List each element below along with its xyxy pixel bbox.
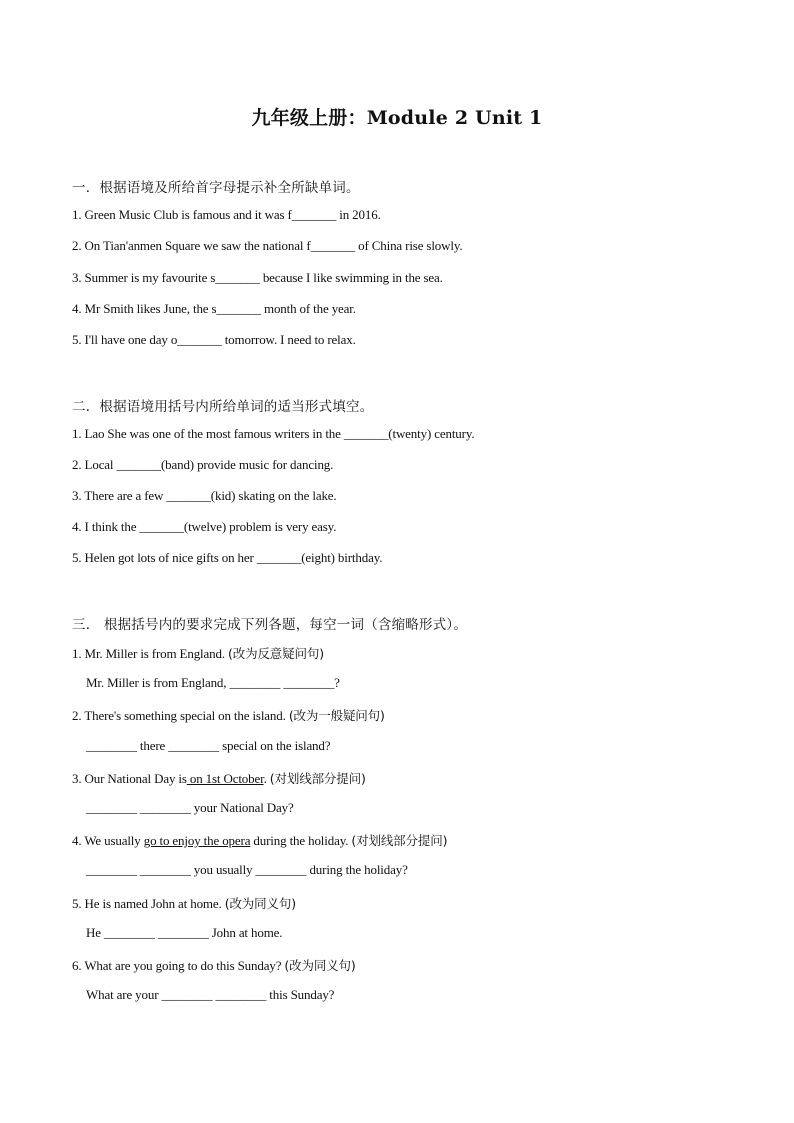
page-title: 九年级上册：Module 2 Unit 1 <box>251 107 543 129</box>
question-instruction: (改为一般疑问句) <box>288 708 385 723</box>
question-text: 4. We usually <box>72 833 144 848</box>
question-instruction: (改为同义句) <box>284 958 356 973</box>
underlined-phrase: on 1st October <box>186 771 264 786</box>
section-2-item-1: 1. Lao She was one of the most famous writers in the _______(twenty) century. <box>72 426 475 441</box>
underlined-phrase: go to enjoy the opera <box>143 833 251 848</box>
question-instruction: (对划线部分提问) <box>269 771 366 786</box>
section-1-item-2: 2. On Tian'anmen Square we saw the national f_______ of China rise slowly. <box>72 238 463 253</box>
question-instruction: (改为同义句) <box>224 896 296 911</box>
section-3-question-4 <box>72 831 447 849</box>
section-3-answer-3: ________ ________ your National Day? <box>86 800 294 815</box>
question-text: 2. There's something special on the island. <box>72 708 289 723</box>
question-text: 6. What are you going to do this Sunday? <box>72 958 285 973</box>
section-3-question-5 <box>72 894 296 912</box>
section-2-heading: 二．根据语境用括号内所给单词的适当形式填空。 <box>72 399 374 415</box>
section-1-item-1: 1. Green Music Club is famous and it was f_______ in 2016. <box>72 207 381 222</box>
question-text-end: . <box>263 771 270 786</box>
question-text: 1. Mr. Miller is from England. <box>72 646 229 661</box>
question-text-end: during the holiday. <box>250 833 352 848</box>
question-text: 5. He is named John at home. <box>72 896 225 911</box>
section-3-answer-5: He ________ ________ John at home. <box>86 925 283 940</box>
section-2-item-3: 3. There are a few _______(kid) skating on the lake. <box>72 488 337 503</box>
section-1-item-4: 4. Mr Smith likes June, the s_______ month of the year. <box>72 301 356 316</box>
section-1-item-3: 3. Summer is my favourite s_______ because I like swimming in the sea. <box>72 270 443 285</box>
section-3-heading: 三． 根据括号内的要求完成下列各题，每空一词（含缩略形式）。 <box>72 617 468 633</box>
section-3-question-2 <box>72 706 385 724</box>
section-3-question-1 <box>72 644 324 662</box>
section-3-answer-6: What are your ________ ________ this Sunday? <box>86 987 335 1002</box>
section-3-question-3 <box>72 769 366 787</box>
question-instruction: (改为反意疑问句) <box>228 646 324 661</box>
section-1-item-5: 5. I'll have one day o_______ tomorrow. I need to relax. <box>72 332 356 347</box>
question-instruction: (对划线部分提问) <box>351 833 448 848</box>
section-3-question-6 <box>72 956 356 974</box>
section-3-answer-1: Mr. Miller is from England, ________ ________? <box>86 675 340 690</box>
section-2-item-4: 4. I think the _______(twelve) problem is very easy. <box>72 519 337 534</box>
section-2-item-2: 2. Local _______(band) provide music for dancing. <box>72 457 334 472</box>
section-1-heading: 一．根据语境及所给首字母提示补全所缺单词。 <box>72 180 360 196</box>
section-3-answer-2: ________ there ________ special on the island? <box>86 738 331 753</box>
section-2-item-5: 5. Helen got lots of nice gifts on her _______(eight) birthday. <box>72 550 383 565</box>
question-text: 3. Our National Day is <box>72 771 187 786</box>
section-3-answer-4: ________ ________ you usually ________ during the holiday? <box>86 862 408 877</box>
